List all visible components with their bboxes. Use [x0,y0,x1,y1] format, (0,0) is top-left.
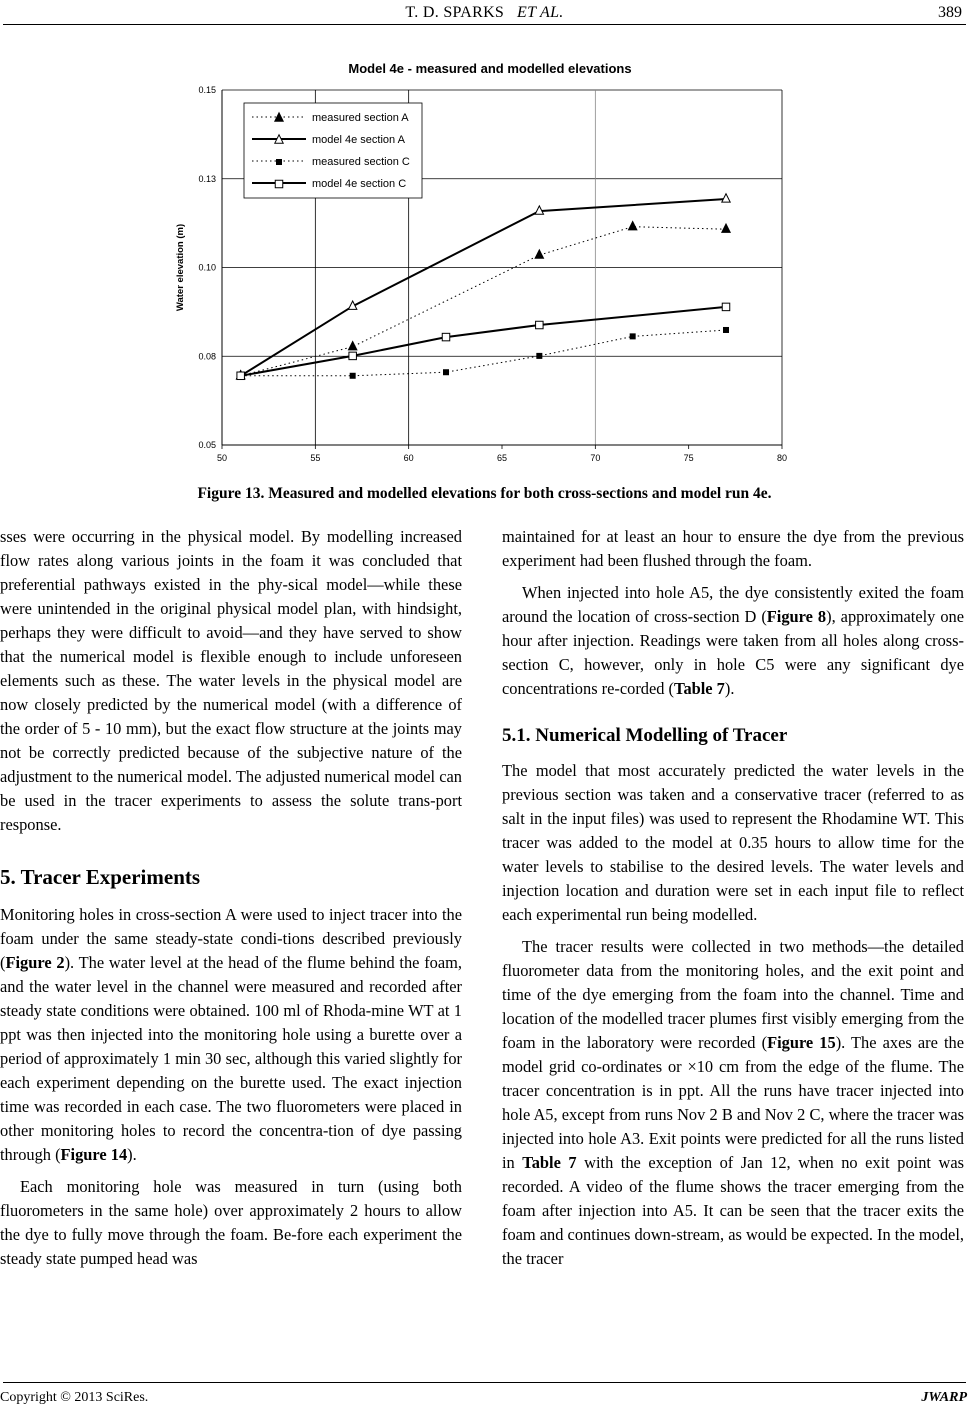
y-tick-label: 0.13 [198,173,216,184]
elevation-chart [160,55,800,475]
data-point [722,224,730,232]
x-tick-label: 50 [216,453,228,463]
data-point [444,370,449,375]
data-point [535,250,543,258]
data-point [349,352,357,360]
figure-reference: Figure 2 [5,953,65,972]
x-tick-label: 65 [496,453,508,463]
text-run: with the exception of Jan 12, when no exit point was recorded. A video of the flume shows the tracer emerging from the foam after injection into A5. It can be seen that the tracer exits the foam and continues down-stream, as would be expected. In the model, the tracer [502,1153,964,1268]
left-paragraph-2 [0,903,462,1167]
y-tick-label: 0.10 [198,262,216,273]
data-point [722,303,730,311]
right-paragraph-4 [502,935,964,1271]
y-tick-label: 0.08 [198,351,216,362]
series-3 [238,327,728,378]
y-tick-label: 0.15 [198,85,216,95]
journal-name: JWARP [921,1390,967,1405]
series-line [241,227,726,376]
text-run: ). [127,1145,137,1164]
data-point [237,372,245,380]
right-column [502,525,964,1271]
series-1 [236,221,730,379]
copyright-notice: Copyright © 2013 SciRes. [0,1390,149,1405]
chart-series [236,194,730,380]
subsection-heading: 5.1. Numerical Modelling of Tracer [502,725,788,746]
running-title [0,4,969,22]
running-title-etal: ET AL. [517,4,564,21]
data-point [536,321,544,329]
left-paragraph-1: sses were occurring in the physical model. By modelling increased flow rates along various joints in the foam it was concluded that preferential pathways existed in the phy-sical model—while these were unintended in the original physical model plan, with hindsight, perhaps they were difficult to avoid—and they have served to show that the numerical model is flexible enough to include unforeseen elements such as these. The water levels in the physical model are now closely predicted by the numerical model (with a difference of the order of 5 - 10 mm), but the exact flow structure at the joints may not be correctly predicted because of the subjective nature of the adjustment to the numerical model. The adjusted numerical model can be used in the tracer experiments to assess the solute trans-port response. [0,527,462,834]
right-paragraph-2 [502,581,964,701]
figure-caption: Figure 13. Measured and modelled elevations for both cross-sections and model run 4e. [197,485,772,502]
footer-rule [3,1382,966,1383]
series-line [241,199,726,376]
section-heading: 5. Tracer Experiments [0,865,201,889]
text-run: ). [724,679,735,698]
page-number: 389 [938,4,962,21]
x-tick-label: 70 [590,453,601,463]
series-2 [236,194,730,379]
legend-swatch-marker [275,180,283,188]
header-rule [3,24,966,25]
legend-label: model 4e section C [312,178,407,190]
figure-reference: Figure 14 [60,1145,128,1164]
x-tick-label: 55 [310,453,321,463]
y-tick-label: 0.05 [198,440,216,450]
figure-reference: Figure 15 [767,1033,836,1052]
right-paragraph-3: The model that most accurately predicted the water levels in the previous section was taken and a conservative tracer (referred to as salt in the input files) was used to represent the Rhodamine WT. This tracer was added to the model at 0.35 hours to allow time for the water levels to stabilise to the desired levels. The water levels and injection location and duration were set in each input file to reflect each experimental run being modelled. [502,761,964,924]
data-point [537,353,542,358]
text-run: Monitoring holes in cross-section A were used to inject tracer into the foam under the same steady-state condi-tions described previously ( [0,905,462,972]
chart-title: Model 4e - measured and modelled elevations [348,61,632,76]
text-run: The tracer results were collected in two methods—the detailed fluorometer data from the monitoring holes, and the exit point and time of the dye emerging from the foam into the channel. Time and location of the modelled tracer plumes first visibly emerging from the foam in the laboratory were recorded ( [502,937,964,1052]
data-point [724,327,729,332]
data-point [442,333,450,341]
x-tick-label: 80 [776,453,788,463]
chart-legend [244,103,422,198]
left-column [0,525,462,1271]
table-reference: Table 7 [522,1153,577,1172]
text-run: ), approximately one hour after injection. Readings were taken from all holes along cross-section C, however, only in hole C5 were any significant dye concentrations re-corded ( [502,607,964,698]
x-tick-label: 60 [403,453,414,463]
x-tick-label: 75 [683,453,694,463]
figure-reference: Figure 8 [766,607,827,626]
data-point [630,334,635,339]
text-run: ). The water level at the head of the flume behind the foam, and the water level in the channel were measured and recorded after steady state conditions were obtained. 100 ml of Rhoda-mine WT at 1 ppt was then injected into the monitoring hole using a burette over a period of approximately 1 min 30 sec, although this varied slightly for each experiment depending on the burette used. The exact injection time was recorded in each case. The two fluorometers were placed in other monitoring holes to record the concentra-tion of dye passing through ( [0,953,462,1164]
data-point [348,341,356,349]
chart-y-axis-label: Water elevation (m) [175,223,186,312]
series-4 [237,303,730,379]
text-run: ). The axes are the model grid co-ordinates or ×10 cm from the edge of the flume. The tracer concentration is in ppt. All the runs have tracer injected into hole A5, except from runs Nov 2 B and Nov 2 C, where the tracer was injected into hole A3. Exit points were predicted for all the runs listed in [502,1033,964,1172]
legend-label: model 4e section A [312,134,405,146]
legend-swatch-marker [277,160,282,165]
table-reference: Table 7 [674,679,725,698]
data-point [722,194,730,202]
data-point [628,221,636,229]
left-paragraph-3: Each monitoring hole was measured in turn (using both fluorometers in the same hole) over approximately 2 hours to allow the dye to fully move through the foam. Be-fore each experiment the steady state pumped head was [0,1177,462,1268]
right-paragraph-1: maintained for at least an hour to ensure the dye from the previous experiment had been flushed through the foam. [502,527,964,570]
running-title-authors: T. D. SPARKS [405,4,505,21]
series-line [241,330,726,376]
text-run: When injected into hole A5, the dye consistently exited the foam around the location of cross-section D ( [502,583,964,626]
page-header [0,0,969,30]
data-point [350,373,355,378]
legend-label: measured section A [312,112,409,124]
legend-label: measured section C [312,156,410,168]
